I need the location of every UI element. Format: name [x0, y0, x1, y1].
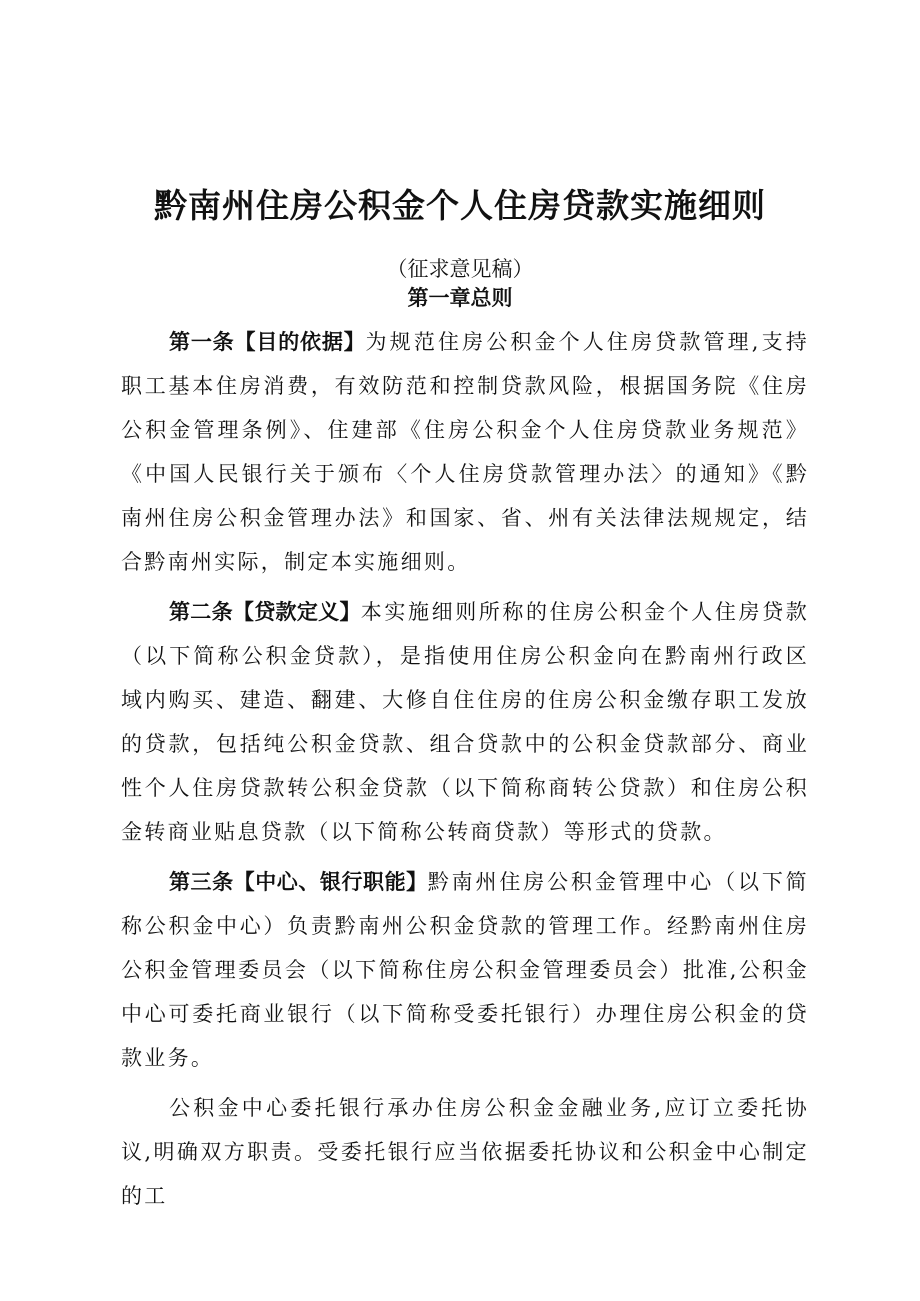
article-3-paragraph: [121, 860, 809, 1080]
article-2-paragraph: [121, 590, 809, 854]
article-3-continuation-text: 公积金中心委托银行承办住房公积金金融业务,应订立委托协议,明确双方职责。受委托银行应当依据委托协议和公积金中心制定的工: [121, 1096, 809, 1208]
article-2-text: 本实施细则所称的住房公积金个人住房贷款（以下简称公积金贷款），是指使用住房公积金向在黔南州行政区域内购买、建造、翻建、大修自住住房的住房公积金缴存职工发放的贷款，包括纯公积金贷款、组合贷款中的公积金贷款部分、商业性个人住房贷款转公积金贷款（以下简称商转公贷款）和住房公积金转商业贴息贷款（以下简称公转商贷款）等形式的贷款。: [121, 600, 809, 844]
article-3-heading: 第三条【中心、银行职能】: [169, 870, 428, 894]
chapter-heading: 第一章总则: [407, 286, 513, 310]
article-1-heading: 第一条【目的依据】: [169, 330, 366, 354]
document-body: [121, 320, 809, 1224]
article-1-paragraph: [121, 320, 809, 584]
article-3-text: 黔南州住房公积金管理中心（以下简称公积金中心）负责黔南州公积金贷款的管理工作。经黔南州住房公积金管理委员会（以下简称住房公积金管理委员会）批准,公积金中心可委托商业银行（以下简称受委托银行）办理住房公积金的贷款业务。: [121, 870, 809, 1070]
article-3-continuation-paragraph: [121, 1086, 809, 1218]
article-2-heading: 第二条【贷款定义】: [169, 600, 361, 624]
document-subtitle: （征求意见稿）: [386, 257, 534, 281]
article-1-text: 为规范住房公积金个人住房贷款管理,支持职工基本住房消费，有效防范和控制贷款风险，根据国务院《住房公积金管理条例》、住建部《住房公积金个人住房贷款业务规范》《中国人民银行关于颁布〈个人住房贷款管理办法〉的通知》《黔南州住房公积金管理办法》和国家、省、州有关法律法规规定，结合黔南州实际，制定本实施细则。: [121, 330, 810, 574]
document-title: 黔南州住房公积金个人住房贷款实施细则: [154, 186, 766, 225]
